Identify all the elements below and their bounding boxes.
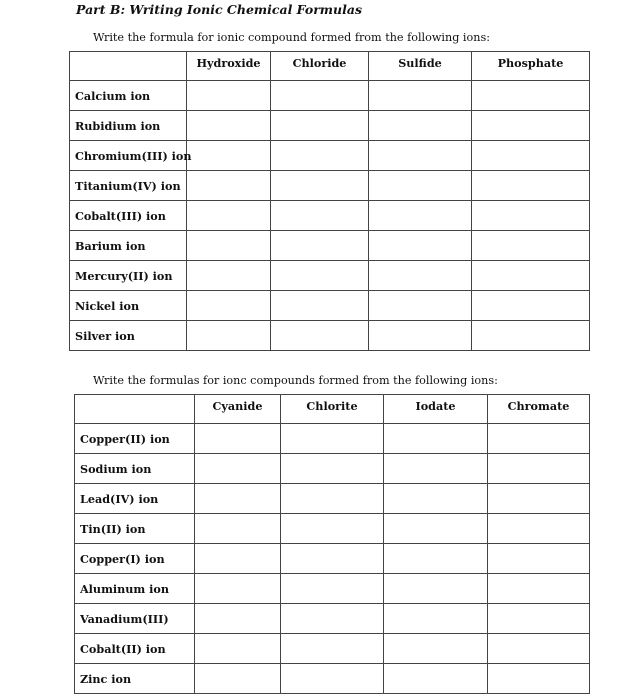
table1-answer-cell[interactable] <box>369 291 472 321</box>
table2-ion-label: Sodium ion <box>75 454 195 484</box>
table2-answer-cell[interactable] <box>281 604 384 634</box>
table1-answer-cell[interactable] <box>187 171 271 201</box>
table1-answer-cell[interactable] <box>472 261 590 291</box>
table1-answer-cell[interactable] <box>472 141 590 171</box>
table2-row <box>75 424 590 454</box>
table1-answer-cell[interactable] <box>187 111 271 141</box>
table1-answer-cell[interactable] <box>271 201 369 231</box>
table2-answer-cell[interactable] <box>281 484 384 514</box>
table2-answer-cell[interactable] <box>195 484 281 514</box>
ion-table-1 <box>69 51 590 351</box>
table2-ion-label: Vanadium(III) <box>75 604 195 634</box>
table2-answer-cell[interactable] <box>488 424 590 454</box>
table2-answer-cell[interactable] <box>384 634 488 664</box>
table1-ion-label: Chromium(III) ion <box>70 141 187 171</box>
table2-row <box>75 604 590 634</box>
table2-answer-cell[interactable] <box>195 574 281 604</box>
table2-answer-cell[interactable] <box>384 454 488 484</box>
ion-table-2 <box>74 394 590 694</box>
table1-answer-cell[interactable] <box>271 141 369 171</box>
table2-col-header: Chlorite <box>281 395 384 424</box>
table1-answer-cell[interactable] <box>472 81 590 111</box>
table2-answer-cell[interactable] <box>195 604 281 634</box>
table2-ion-label: Copper(I) ion <box>75 544 195 574</box>
table2-corner-cell <box>75 395 195 424</box>
table1-row <box>70 231 590 261</box>
table1-row <box>70 81 590 111</box>
table1-corner-cell <box>70 52 187 81</box>
table1-row <box>70 201 590 231</box>
table1-answer-cell[interactable] <box>472 111 590 141</box>
table1-answer-cell[interactable] <box>369 81 472 111</box>
table1-answer-cell[interactable] <box>187 291 271 321</box>
table1-col-header: Phosphate <box>472 52 590 81</box>
table1-answer-cell[interactable] <box>472 171 590 201</box>
table2-instruction: Write the formulas for ionc compounds formed from the following ions: <box>93 374 498 387</box>
table1-answer-cell[interactable] <box>369 231 472 261</box>
table1-answer-cell[interactable] <box>369 321 472 351</box>
table1-instruction: Write the formula for ionic compound formed from the following ions: <box>93 31 490 44</box>
table2-answer-cell[interactable] <box>488 574 590 604</box>
table1-row <box>70 141 590 171</box>
table1-ion-label: Titanium(IV) ion <box>70 171 187 201</box>
table2-answer-cell[interactable] <box>195 634 281 664</box>
table1-col-header: Sulfide <box>369 52 472 81</box>
table1-col-header: Chloride <box>271 52 369 81</box>
table2-answer-cell[interactable] <box>384 574 488 604</box>
table1-col-header: Hydroxide <box>187 52 271 81</box>
table2-row <box>75 454 590 484</box>
table1-answer-cell[interactable] <box>472 291 590 321</box>
table2-answer-cell[interactable] <box>384 514 488 544</box>
table1-ion-label: Calcium ion <box>70 81 187 111</box>
table2-answer-cell[interactable] <box>384 484 488 514</box>
table2-answer-cell[interactable] <box>195 454 281 484</box>
table1-answer-cell[interactable] <box>369 171 472 201</box>
table2-row <box>75 484 590 514</box>
table1-ion-label: Nickel ion <box>70 291 187 321</box>
table2-ion-label: Tin(II) ion <box>75 514 195 544</box>
table1-answer-cell[interactable] <box>187 321 271 351</box>
table2-answer-cell[interactable] <box>281 634 384 664</box>
table2-answer-cell[interactable] <box>195 664 281 694</box>
table2-ion-label: Aluminum ion <box>75 574 195 604</box>
table2-ion-label: Copper(II) ion <box>75 424 195 454</box>
table2-answer-cell[interactable] <box>488 634 590 664</box>
table2-header-row <box>75 395 590 424</box>
table1-answer-cell[interactable] <box>472 231 590 261</box>
table1-answer-cell[interactable] <box>271 291 369 321</box>
table2-answer-cell[interactable] <box>281 424 384 454</box>
table2-row <box>75 634 590 664</box>
table2-answer-cell[interactable] <box>384 424 488 454</box>
table1-answer-cell[interactable] <box>271 81 369 111</box>
table2-answer-cell[interactable] <box>488 514 590 544</box>
table2-answer-cell[interactable] <box>281 544 384 574</box>
table2-answer-cell[interactable] <box>384 544 488 574</box>
table2-row <box>75 514 590 544</box>
table2-answer-cell[interactable] <box>281 514 384 544</box>
table1-ion-label: Rubidium ion <box>70 111 187 141</box>
table1-answer-cell[interactable] <box>271 231 369 261</box>
table2-answer-cell[interactable] <box>384 664 488 694</box>
table2-answer-cell[interactable] <box>488 544 590 574</box>
table1-answer-cell[interactable] <box>187 201 271 231</box>
table2-row <box>75 664 590 694</box>
table1-ion-label: Mercury(II) ion <box>70 261 187 291</box>
table1-row <box>70 261 590 291</box>
table1-answer-cell[interactable] <box>369 141 472 171</box>
table1-answer-cell[interactable] <box>369 201 472 231</box>
table2-answer-cell[interactable] <box>195 544 281 574</box>
table2-answer-cell[interactable] <box>195 424 281 454</box>
table2-row <box>75 544 590 574</box>
table2-row <box>75 574 590 604</box>
table1-answer-cell[interactable] <box>271 321 369 351</box>
table1-answer-cell[interactable] <box>187 231 271 261</box>
table2-answer-cell[interactable] <box>488 664 590 694</box>
part-title: Part B: Writing Ionic Chemical Formulas <box>76 2 362 17</box>
table2-answer-cell[interactable] <box>281 574 384 604</box>
table1-row <box>70 321 590 351</box>
table1-ion-label: Barium ion <box>70 231 187 261</box>
table2-col-header: Cyanide <box>195 395 281 424</box>
table2-answer-cell[interactable] <box>281 664 384 694</box>
table2-ion-label: Cobalt(II) ion <box>75 634 195 664</box>
table2-answer-cell[interactable] <box>281 454 384 484</box>
table1-answer-cell[interactable] <box>187 261 271 291</box>
table1-header-row <box>70 52 590 81</box>
table1-row <box>70 291 590 321</box>
table1-row <box>70 111 590 141</box>
table1-answer-cell[interactable] <box>187 141 271 171</box>
table1-answer-cell[interactable] <box>369 111 472 141</box>
table2-ion-label: Lead(IV) ion <box>75 484 195 514</box>
table2-answer-cell[interactable] <box>384 604 488 634</box>
table1-answer-cell[interactable] <box>271 261 369 291</box>
table2-answer-cell[interactable] <box>488 454 590 484</box>
table1-answer-cell[interactable] <box>271 171 369 201</box>
table1-answer-cell[interactable] <box>472 201 590 231</box>
table1-answer-cell[interactable] <box>472 321 590 351</box>
table1-answer-cell[interactable] <box>187 81 271 111</box>
table1-row <box>70 171 590 201</box>
table2-answer-cell[interactable] <box>488 484 590 514</box>
table2-col-header: Chromate <box>488 395 590 424</box>
table1-answer-cell[interactable] <box>369 261 472 291</box>
table2-answer-cell[interactable] <box>195 514 281 544</box>
table1-answer-cell[interactable] <box>271 111 369 141</box>
table2-ion-label: Zinc ion <box>75 664 195 694</box>
table2-answer-cell[interactable] <box>488 604 590 634</box>
table1-ion-label: Silver ion <box>70 321 187 351</box>
table1-ion-label: Cobalt(III) ion <box>70 201 187 231</box>
table2-col-header: Iodate <box>384 395 488 424</box>
